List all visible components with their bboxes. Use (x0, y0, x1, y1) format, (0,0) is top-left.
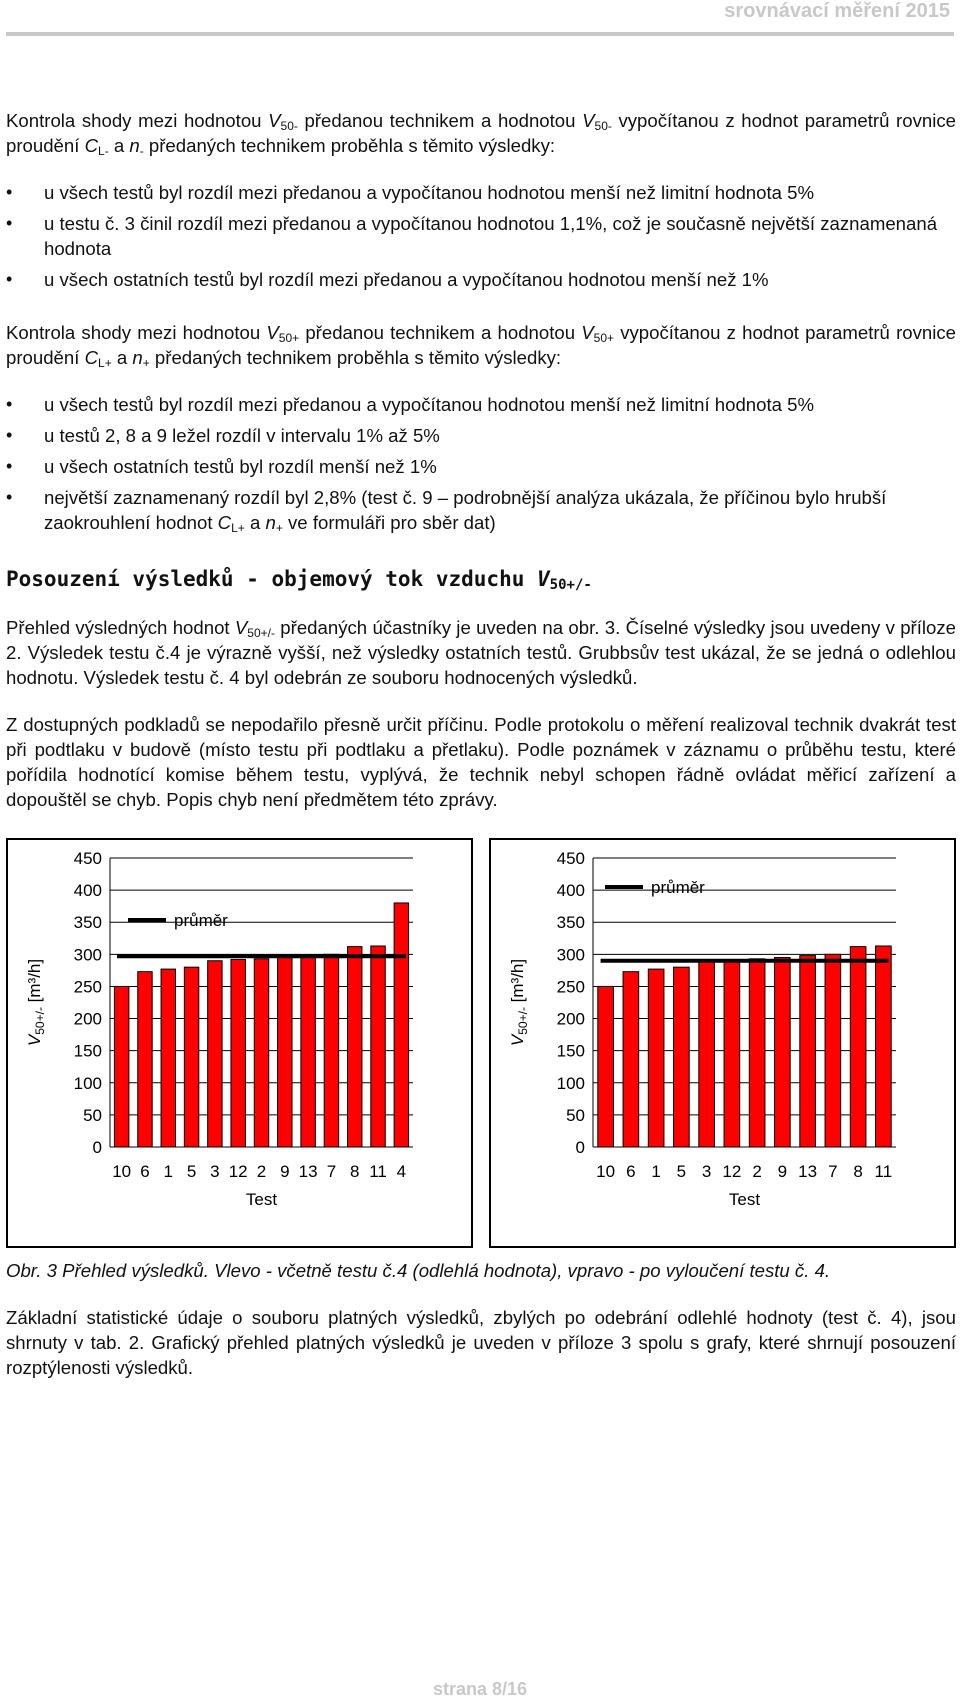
x-tick-label: 3 (701, 1162, 712, 1181)
x-tick-label: 9 (777, 1162, 788, 1181)
list-item: • u všech ostatních testů byl rozdíl mezi předanou a vypočítanou hodnotou menší než 1% (6, 267, 956, 292)
x-tick-label: 13 (798, 1162, 818, 1181)
y-tick-label: 50 (83, 1105, 102, 1125)
y-axis-title: $V_{50+/-}$ [m³/h] (25, 958, 47, 1047)
section-paragraph-1: Přehled výsledných hodnot $V_{50+/-}$ předaných účastníky je uveden na obr. 3. Číselné výsledky jsou uvedeny v příloze 2. Výsledek testu č.4 je výrazně vyšší, než výsledky ostatních testů. Grubbsův test ukázal, že se jedná o odlehlou hodnotu. Výsledek testu č. 4 byl odebrán ze souboru hodnocených výsledků. (6, 617, 957, 688)
bar-test-3 (699, 961, 715, 1147)
section-heading: Posouzení výsledků - objemový tok vzduchu $V_{50+/-}$ (6, 567, 592, 593)
y-tick-label: 400 (73, 881, 102, 901)
y-tick-label: 100 (73, 1073, 102, 1093)
x-tick-label: 12 (228, 1162, 248, 1181)
bar-test-13 (800, 956, 816, 1147)
x-tick-label: 12 (722, 1162, 742, 1181)
x-tick-label: 11 (369, 1162, 387, 1181)
x-tick-label: 8 (853, 1162, 863, 1181)
y-tick-label: 300 (73, 945, 102, 965)
list-item: • u všech ostatních testů byl rozdíl menší než 1% (6, 454, 956, 479)
x-tick-label: 10 (112, 1162, 132, 1181)
bar-test-10 (114, 986, 128, 1147)
x-tick-label: 7 (828, 1162, 838, 1181)
y-tick-label: 150 (556, 1041, 585, 1061)
bar-test-11 (371, 946, 385, 1147)
x-tick-label: 7 (326, 1162, 337, 1181)
bar-test-2 (749, 959, 765, 1147)
running-header: srovnávací měření 2015 (724, 0, 950, 22)
y-axis-title: $V_{50+/-}$ [m³/h] (508, 958, 530, 1047)
y-tick-label: 450 (73, 849, 102, 868)
section-paragraph-3: Základní statistické údaje o souboru platných výsledků, zbylých po odebrání odlehlé hodnoty (test č. 4), jsou shrnuty v tab. 2. Grafický přehled platných výsledků je uveden v příloze 3 spolu s grafy, které shrnují posouzení rozptýlenosti výsledků. (6, 1307, 956, 1378)
chart-left (6, 838, 473, 1248)
y-tick-label: 50 (566, 1105, 585, 1125)
header-rule (6, 32, 954, 36)
page-number: strana 8/16 (432, 1679, 528, 1699)
x-tick-label: 8 (349, 1162, 360, 1181)
list-item: • u všech testů byl rozdíl mezi předanou a vypočítanou hodnotou menší než limitní hodnota 5% (6, 392, 956, 417)
bar-test-10 (598, 986, 614, 1147)
y-tick-label: 450 (556, 849, 585, 868)
block1-intro: Kontrola shody mezi hodnotou $V_{50-}$ předanou technikem a hodnotou $V_{50-}$ vypočítanou z hodnot parametrů rovnice proudění $C_{L-}$ a $n_-$ předaných technikem proběhla s těmito výsledky: (6, 110, 957, 158)
y-tick-label: 400 (556, 881, 585, 901)
x-tick-label: 2 (752, 1162, 762, 1181)
bar-test-9 (775, 958, 791, 1147)
list-item: • u testů 2, 8 a 9 ležel rozdíl v intervalu 1% až 5% (6, 423, 956, 448)
bar-test-11 (876, 946, 892, 1147)
x-tick-label: 2 (256, 1162, 267, 1181)
x-tick-label: 13 (298, 1162, 318, 1181)
x-tick-label: 10 (596, 1162, 616, 1181)
chart-left-svg (8, 840, 471, 1246)
legend-label: průměr (174, 911, 228, 930)
y-tick-label: 350 (73, 913, 102, 933)
y-tick-label: 100 (556, 1073, 585, 1093)
bar-test-13 (301, 956, 315, 1147)
bar-test-6 (138, 972, 152, 1147)
chart-right (489, 838, 956, 1248)
x-tick-label: 1 (163, 1162, 174, 1181)
list-item: • u testu č. 3 činil rozdíl mezi předanou a vypočítanou hodnotou 1,1%, což je současně největší zaznamenaná hodnota (6, 211, 956, 261)
chart-right-svg (491, 840, 954, 1246)
y-tick-label: 250 (556, 977, 585, 997)
x-tick-label: 1 (651, 1162, 661, 1181)
x-tick-label: 5 (186, 1162, 197, 1181)
bar-test-7 (324, 954, 338, 1147)
list-item: • největší zaznamenaný rozdíl byl 2,8% (test č. 9 – podrobnější analýza ukázala, že příčinou bylo hrubší zaokrouhlení hodnot $C_{L+}$ a $n_+$ ve formuláři pro sběr dat) (6, 485, 956, 535)
bar-test-1 (648, 969, 664, 1147)
bar-test-6 (623, 972, 639, 1147)
bar-test-12 (231, 959, 245, 1147)
y-tick-label: 0 (92, 1138, 102, 1157)
bar-test-9 (278, 958, 292, 1147)
bar-test-5 (674, 967, 690, 1147)
y-tick-label: 150 (73, 1041, 102, 1061)
legend-label: průměr (651, 878, 705, 897)
x-tick-label: 4 (396, 1162, 407, 1181)
y-tick-label: 200 (556, 1009, 585, 1029)
bar-test-8 (850, 947, 866, 1147)
bar-test-5 (184, 967, 198, 1147)
x-tick-label: 3 (210, 1162, 220, 1181)
block2-intro: Kontrola shody mezi hodnotou $V_{50+}$ předanou technikem a hodnotou $V_{50+}$ vypočítanou z hodnot parametrů rovnice proudění $C_{L+}$ a $n_+$ předaných technikem proběhla s těmito výsledky: (6, 322, 957, 370)
x-tick-label: 5 (676, 1162, 687, 1181)
x-tick-label: 9 (280, 1162, 290, 1181)
x-tick-label: 11 (874, 1162, 893, 1181)
x-axis-title: Test (728, 1190, 761, 1209)
block2-bullets (6, 392, 956, 535)
bar-test-1 (161, 969, 175, 1147)
bar-test-3 (208, 961, 222, 1147)
x-tick-label: 6 (626, 1162, 636, 1181)
x-axis-title: Test (245, 1190, 278, 1209)
document-body (6, 108, 956, 1380)
y-tick-label: 350 (556, 913, 585, 933)
bar-test-2 (254, 959, 268, 1147)
y-tick-label: 300 (556, 945, 585, 965)
block1-bullets (6, 180, 956, 292)
bar-test-12 (724, 959, 740, 1147)
list-item: • u všech testů byl rozdíl mezi předanou a vypočítanou hodnotou menší než limitní hodnota 5% (6, 180, 956, 205)
y-tick-label: 250 (73, 977, 102, 997)
figure-3 (6, 838, 956, 1258)
section-paragraph-2: Z dostupných podkladů se nepodařilo přesně určit příčinu. Podle protokolu o měření realizoval technik dvakrát test při podtlaku v budově (místo testu při podtlaku a přetlaku). Podle poznámek v záznamu o průběhu testu, které pořídila hodnotící komise během testu, vyplývá, že technik nebyl schopen řádně ovládat měřicí zařízení a dopouštěl se chyb. Popis chyb není předmětem této zprávy. (6, 714, 956, 810)
y-tick-label: 0 (575, 1138, 585, 1157)
figure-caption: Obr. 3 Přehled výsledků. Vlevo - včetně testu č.4 (odlehlá hodnota), vpravo - po vyloučení testu č. 4. (6, 1260, 831, 1281)
bar-test-8 (348, 947, 362, 1147)
y-tick-label: 200 (73, 1009, 102, 1029)
x-tick-label: 6 (140, 1162, 150, 1181)
bar-test-4 (394, 903, 408, 1147)
bar-test-7 (825, 954, 841, 1147)
